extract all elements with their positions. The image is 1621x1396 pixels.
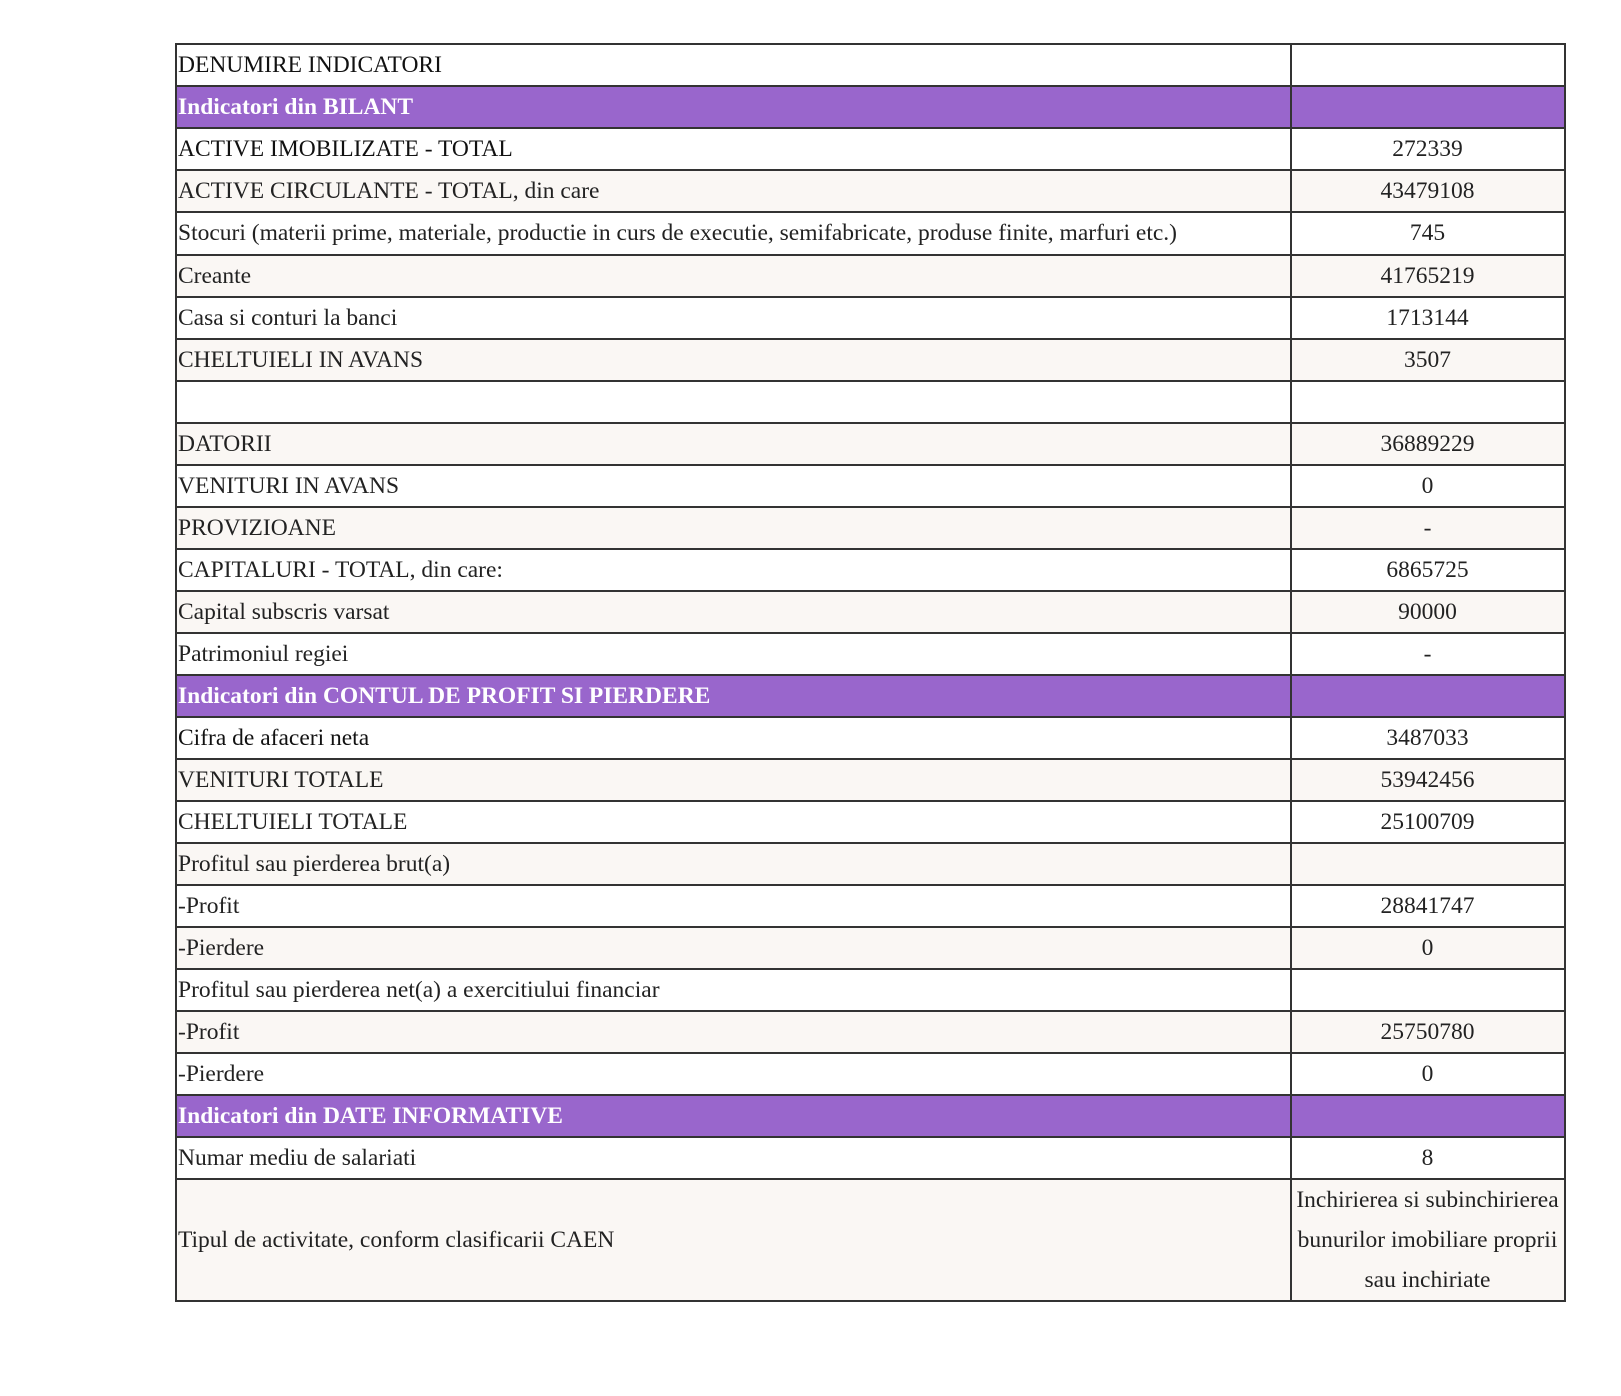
table-row: [176, 1179, 1565, 1301]
table-row: [176, 591, 1565, 633]
row-value: 1713144: [1291, 297, 1565, 339]
section-value-cell: [1291, 675, 1565, 717]
row-label: -Pierdere: [176, 927, 1291, 969]
row-label: -Pierdere: [176, 1053, 1291, 1095]
table-row: [176, 339, 1565, 381]
section-title: Indicatori din BILANT: [176, 86, 1291, 128]
section-value-cell: [1291, 1095, 1565, 1137]
table-row: [176, 1011, 1565, 1053]
row-label: Patrimoniul regiei: [176, 633, 1291, 675]
row-value: [1291, 381, 1565, 423]
table-header-row: [176, 44, 1565, 86]
table-row: [176, 1053, 1565, 1095]
header-value: [1291, 44, 1565, 86]
section-value-cell: [1291, 86, 1565, 128]
table-row: [176, 549, 1565, 591]
table-row: [176, 255, 1565, 297]
row-label: ACTIVE CIRCULANTE - TOTAL, din care: [176, 170, 1291, 212]
section-header-profit-pierdere: [176, 675, 1565, 717]
row-value: 6865725: [1291, 549, 1565, 591]
section-title: Indicatori din DATE INFORMATIVE: [176, 1095, 1291, 1137]
row-value: 0: [1291, 465, 1565, 507]
header-label: DENUMIRE INDICATORI: [176, 44, 1291, 86]
row-value: 90000: [1291, 591, 1565, 633]
table-row: [176, 969, 1565, 1011]
row-label: Tipul de activitate, conform clasificarii CAEN: [176, 1179, 1291, 1301]
section-title: Indicatori din CONTUL DE PROFIT SI PIERDERE: [176, 675, 1291, 717]
table-row: [176, 843, 1565, 885]
row-value: 36889229: [1291, 423, 1565, 465]
row-label: CAPITALURI - TOTAL, din care:: [176, 549, 1291, 591]
row-label: Stocuri (materii prime, materiale, productie in curs de executie, semifabricate, produse finite, marfuri etc.): [176, 212, 1291, 255]
row-label: Casa si conturi la banci: [176, 297, 1291, 339]
row-label: Numar mediu de salariati: [176, 1137, 1291, 1179]
row-value: 8: [1291, 1137, 1565, 1179]
table-row: [176, 297, 1565, 339]
row-label: ACTIVE IMOBILIZATE - TOTAL: [176, 128, 1291, 170]
row-label: Capital subscris varsat: [176, 591, 1291, 633]
row-value: 3507: [1291, 339, 1565, 381]
row-label: Creante: [176, 255, 1291, 297]
table-row: [176, 927, 1565, 969]
row-value: 745: [1291, 212, 1565, 255]
table-row: [176, 507, 1565, 549]
row-value: [1291, 843, 1565, 885]
row-value: 41765219: [1291, 255, 1565, 297]
section-header-date-informative: [176, 1095, 1565, 1137]
table-row: [176, 423, 1565, 465]
row-label: PROVIZIOANE: [176, 507, 1291, 549]
row-label: -Profit: [176, 1011, 1291, 1053]
table-row-empty: [176, 381, 1565, 423]
table-row: [176, 885, 1565, 927]
section-header-bilant: [176, 86, 1565, 128]
indicators-table: [175, 43, 1566, 1302]
row-label: Profitul sau pierderea net(a) a exercitiului financiar: [176, 969, 1291, 1011]
row-value: -: [1291, 507, 1565, 549]
row-label: [176, 381, 1291, 423]
table-row: [176, 633, 1565, 675]
row-label: CHELTUIELI IN AVANS: [176, 339, 1291, 381]
row-value: 25750780: [1291, 1011, 1565, 1053]
row-value: 28841747: [1291, 885, 1565, 927]
row-label: VENITURI TOTALE: [176, 759, 1291, 801]
row-value: 0: [1291, 927, 1565, 969]
row-value: 0: [1291, 1053, 1565, 1095]
table-row: [176, 759, 1565, 801]
table-row: [176, 128, 1565, 170]
table-row: [176, 212, 1565, 255]
row-value: 43479108: [1291, 170, 1565, 212]
row-value: Inchirierea si subinchirierea bunurilor imobiliare proprii sau inchiriate: [1291, 1179, 1565, 1301]
row-label: DATORII: [176, 423, 1291, 465]
row-label: -Profit: [176, 885, 1291, 927]
row-value: [1291, 969, 1565, 1011]
row-value: 53942456: [1291, 759, 1565, 801]
row-label: CHELTUIELI TOTALE: [176, 801, 1291, 843]
row-label: VENITURI IN AVANS: [176, 465, 1291, 507]
row-value: 3487033: [1291, 717, 1565, 759]
row-label: Cifra de afaceri neta: [176, 717, 1291, 759]
table-row: [176, 465, 1565, 507]
table-row: [176, 717, 1565, 759]
row-value: -: [1291, 633, 1565, 675]
row-value: 272339: [1291, 128, 1565, 170]
table-row: [176, 801, 1565, 843]
row-value: 25100709: [1291, 801, 1565, 843]
row-label: Profitul sau pierderea brut(a): [176, 843, 1291, 885]
table-row: [176, 170, 1565, 212]
table-row: [176, 1137, 1565, 1179]
